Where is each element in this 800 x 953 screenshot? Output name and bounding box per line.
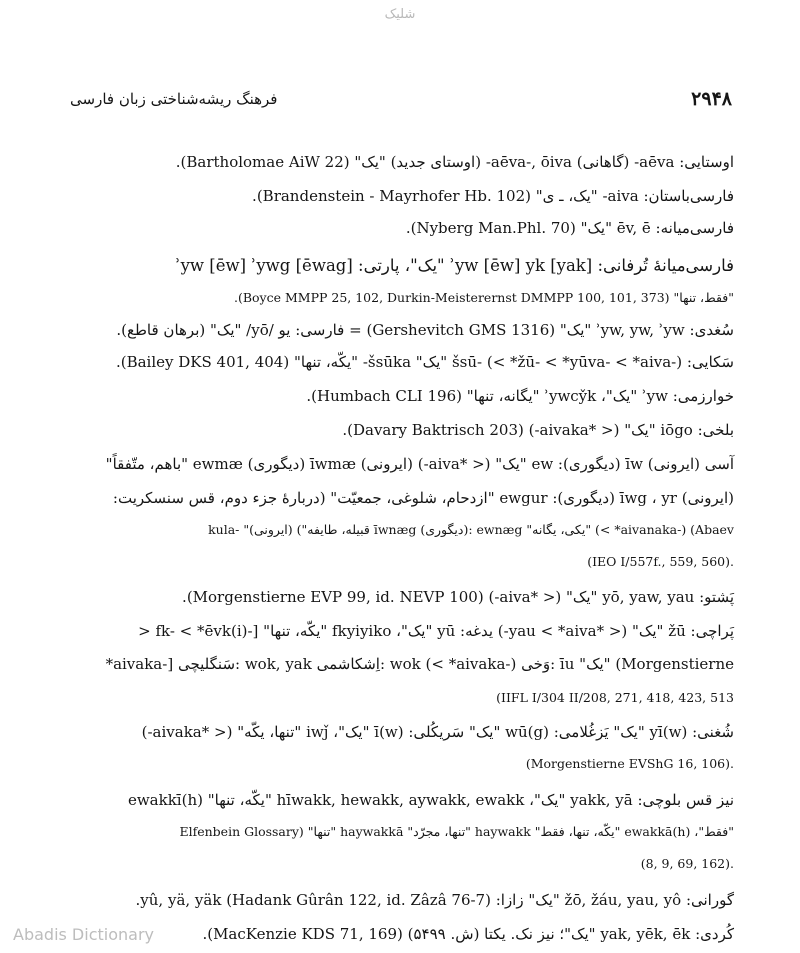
entry-line-shughni: شُغنی: yī(w) "یک" یَزغُلامی: wū(g) "یک" سَریکُلی: ī(w) "یک"، iwǰ "تنها، یکّه" (< *aivaka-) <box>141 723 734 741</box>
entry-line-turfan: فارسی‌میانهٔ تُرفانی: ʾyw [ēw] yk [yak] "یک"، پارتی: ʾyw [ēw] ʾywg [ēwag] <box>175 256 734 275</box>
entry-line-ossetic-3: kula- "قبیله، طایفه") (ایرونی) īwnæg (دیگوری): ewnæg "یکی، یگانه" (< *aivanaka-) (Abaev <box>208 522 734 537</box>
watermark: Abadis Dictionary <box>13 925 154 944</box>
entry-line-ossetic-2: (ایرونی) īwg ، yr (دیگوری): ewgur "ازدحام، شلوغی، جمعیّت" (دربارهٔ جزء دوم، قس سنسکریت: <box>112 489 734 507</box>
entry-line-iifl: (IIFL I/304 II/208, 271, 418, 423, 513 <box>496 690 734 705</box>
entry-line-old-persian: فارسی‌باستان: aiva- "یک، ـ ی" (Brandenstein - Mayrhofer Hb. 102). <box>252 187 734 205</box>
entry-line-gorani: گورانی: žō, žáu, yau, yô "یک" زازا: yû, yä, yäk (Hadank Gûrân 122, id. Zâzâ 76-7). <box>135 891 734 909</box>
entry-line-middle-persian: فارسی‌میانه: ēv, ē "یک" (Nyberg Man.Phl. 70). <box>405 219 734 237</box>
entry-line-sanglechi: *aivaka-] سَنگلیچی: wok, yak اِشکاشمی: wok (< *aivaka-) وَخی: īu "یک" (Morgenstierne <box>105 655 734 673</box>
entry-line-baluchi-3: (8, 9, 69, 162). <box>640 856 734 871</box>
entry-line-ossetic: آسی (ایرونی) īw (دیگوری): ew "یک" (< *aiva-) (ایرونی) īwmæ (دیگوری) ewmæ "باهم، متّفقاً" <box>105 455 734 473</box>
entry-line-baluchi: نیز قس بلوچی: yakk, yā "یک"، hīwakk, hewakk, aywakk, ewakk "یکّه، تنها" (h)ewakkī <box>127 791 734 809</box>
page-header <box>70 88 732 116</box>
entry-line-kurdish: کُردی: yak, yēk, ēk "یک"؛ نیز نک. یکتا (ش. ۵۴۹۹) (MacKenzie KDS 71, 169). <box>202 925 734 943</box>
entry-line-avestan: اوستایی: aēva- (گاهانی) aēva-, ōiva- (اوستای جدید) "یک" (Bartholomae AiW 22). <box>175 153 734 171</box>
book-title: فرهنگ ریشه‌شناختی زبان فارسی <box>70 90 278 108</box>
entry-line-turfan-cont: "فقط، تنها" (Boyce MMPP 25, 102, Durkin-Meisterernst DMMPP 100, 101, 373). <box>233 290 734 305</box>
entry-line-baluchi-2: "فقط"، (h)ewakkā "یکّه، تنها، فقط" haywakk "تنها، مجرّد" haywakkā "تنها" (Elfenbein Glossary <box>179 824 734 839</box>
entry-line-khwarezmian: خوارزمی: ʾyw "یک"، ʾywcy̌k "یگانه، تنها" (Humbach CLI 196). <box>306 387 734 405</box>
entry-line-sogdian: سُغدی: ʾyw, yw, ʾyw "یک" (Gershevitch GMS 1316) = فارسی: یو /yō/ "یک" (برهان قاطع). <box>116 321 734 339</box>
entry-line-ossetic-4: (IEO I/557f., 559, 560). <box>587 554 734 569</box>
entry-line-pashto: پَشتو: yō, yaw, yau "یک" (< *aiva-) (Morgenstierne EVP 99, id. NEVP 100). <box>182 588 734 606</box>
entry-line-saka: سَکایی: šsū- (< *žū- < *yūva- < *aiva-) "یک" šsūka- "یکّه، تنها" (Bailey DKS 401, 404). <box>115 353 734 371</box>
page-number: ۲۹۴۸ <box>691 88 732 110</box>
page-top-title: شلیک <box>384 7 416 22</box>
entry-line-shughni-cont: (Morgenstierne EVShG 16, 106). <box>525 756 734 771</box>
entry-line-parachi: پَراچی: žū "یک" (< *yau < *aiva-) یدغه: yū "یک"، fkyiyiko "یکّه، تنها" [-(i)fk- < *ēvk < <box>138 622 734 640</box>
entry-line-bactrian: بلخی: iōgo "یک" (< *aivaka-) (Davary Baktrisch 203). <box>342 421 734 439</box>
